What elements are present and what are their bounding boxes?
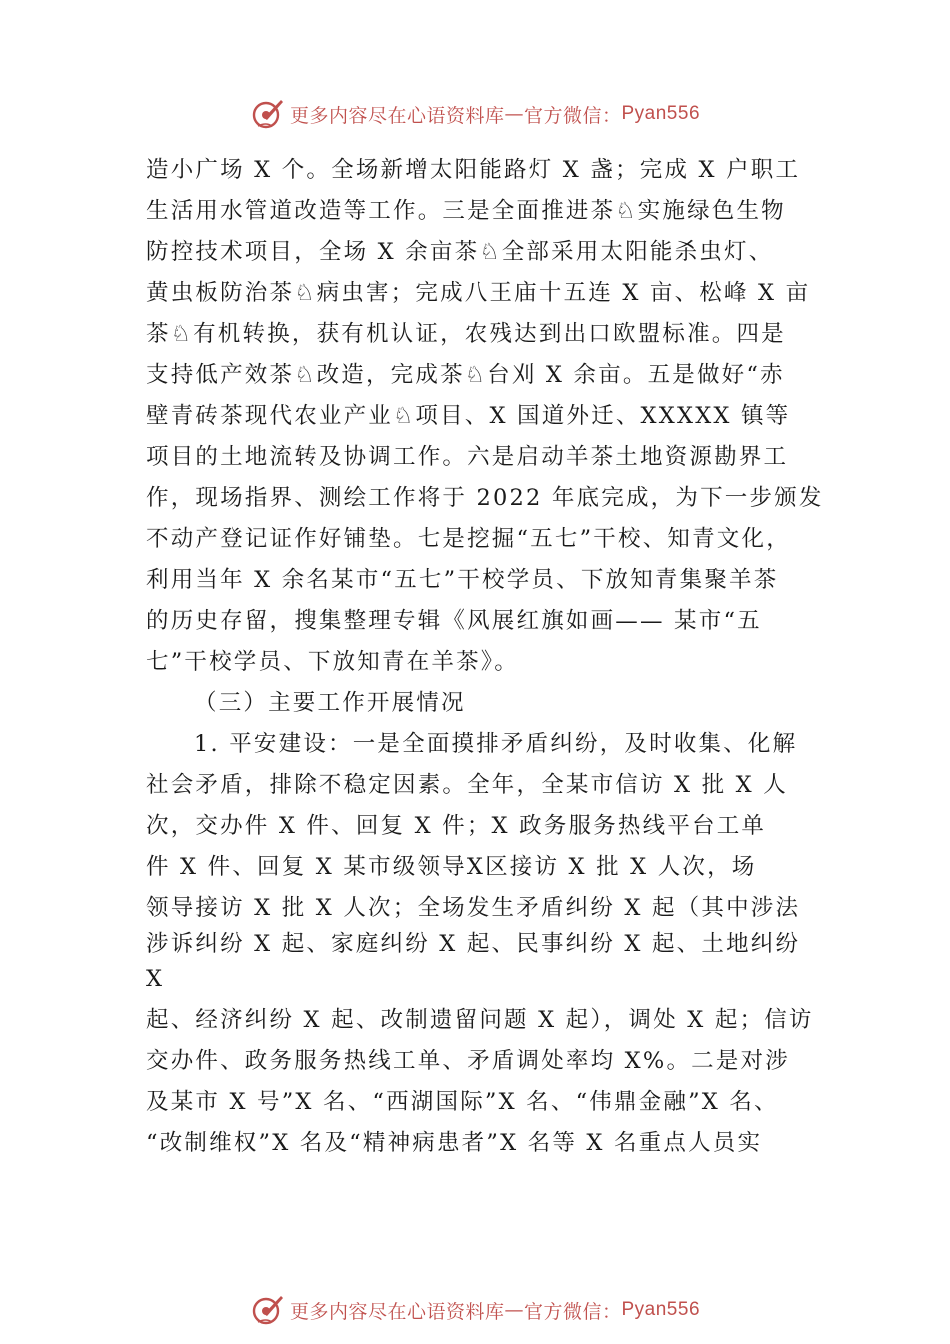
- item-line: 起、经济纠纷 X 起、改制遗留问题 X 起），调处 X 起；信访: [146, 1007, 814, 1033]
- footer-watermark: [0, 1290, 950, 1330]
- watermark-wechat-label: 官方微信：: [523, 104, 622, 127]
- item-line: 1. 平安建设：一是全面摸排矛盾纠纷，及时收集、化解: [194, 731, 798, 757]
- item-line: 社会矛盾，排除不稳定因素。全年，全某市信访 X 批 X 人: [146, 772, 788, 798]
- document-body: [146, 150, 826, 1164]
- body-line: 利用当年 X 余名某市“五七”干校学员、下放知青集聚羊茶: [146, 567, 779, 593]
- body-line: 防控技术项目，全场 X 余亩茶♘全部采用太阳能杀虫灯、: [146, 239, 774, 265]
- body-line: 造小广场 X 个。全场新增太阳能路灯 X 盏；完成 X 户职工: [146, 157, 801, 183]
- item-line: 次，交办件 X 件、回复 X 件；X 政务服务热线平台工单: [146, 813, 767, 839]
- item-line: X: [146, 966, 165, 992]
- body-line: 七”干校学员、下放知青在羊茶》。: [146, 649, 519, 675]
- body-line: 黄虫板防治茶♘病虫害；完成八王庙十五连 X 亩、松峰 X 亩: [146, 280, 811, 306]
- watermark-text: 更多内容尽在心语资料库: [289, 104, 505, 127]
- item-line: 涉诉纠纷 X 起、家庭纠纷 X 起、民事纠纷 X 起、土地纠纷: [146, 931, 801, 957]
- body-line: 不动产登记证作好铺垫。七是挖掘“五七”干校、知青文化，: [146, 526, 791, 552]
- quill-seal-icon: [250, 96, 286, 132]
- watermark-wechat-label: 官方微信：: [523, 1300, 622, 1323]
- body-line: 壁青砖茶现代农业产业♘项目、X 国道外迁、XXXXX 镇等: [146, 403, 791, 429]
- body-line: 的历史存留，搜集整理专辑《风展红旗如画—— 某市“五: [146, 608, 762, 634]
- item-line: 及某市 X 号”X 名、“西湖国际”X 名、“伟鼎金融”X 名、: [146, 1089, 779, 1115]
- watermark-text: 更多内容尽在心语资料库: [289, 1300, 505, 1323]
- watermark-wechat-id: Pyan556: [621, 1299, 701, 1320]
- body-line: 项目的土地流转及协调工作。六是启动羊茶土地资源勘界工: [146, 444, 789, 470]
- item-line: 件 X 件、回复 X 某市级领导Ⅹ区接访 X 批 X 人次，场: [146, 854, 757, 880]
- watermark-wechat-id: Pyan556: [621, 103, 701, 124]
- body-line: 生活用水管道改造等工作。三是全面推进茶♘实施绿色生物: [146, 198, 786, 224]
- item-line: 领导接访 X 批 X 人次；全场发生矛盾纠纷 X 起（其中涉法: [146, 895, 801, 921]
- body-line: 茶♘有机转换，获有机认证，农残达到出口欧盟标准。四是: [146, 321, 786, 347]
- body-line: 作，现场指界、测绘工作将于 2022 年底完成，为下一步颁发: [146, 485, 824, 511]
- watermark-separator: —: [504, 1299, 524, 1321]
- section-heading: （三）主要工作开展情况: [194, 690, 466, 716]
- header-watermark: [0, 94, 950, 134]
- watermark-separator: —: [504, 103, 524, 125]
- item-line: 交办件、政务服务热线工单、矛盾调处率均 X%。二是对涉: [146, 1048, 790, 1074]
- body-line: 支持低产效茶♘改造，完成茶♘台刈 X 余亩。五是做好“赤: [146, 362, 785, 388]
- quill-seal-icon: [250, 1292, 286, 1328]
- item-line: “改制维权”X 名及“精神病患者”X 名等 X 名重点人员实: [146, 1130, 763, 1156]
